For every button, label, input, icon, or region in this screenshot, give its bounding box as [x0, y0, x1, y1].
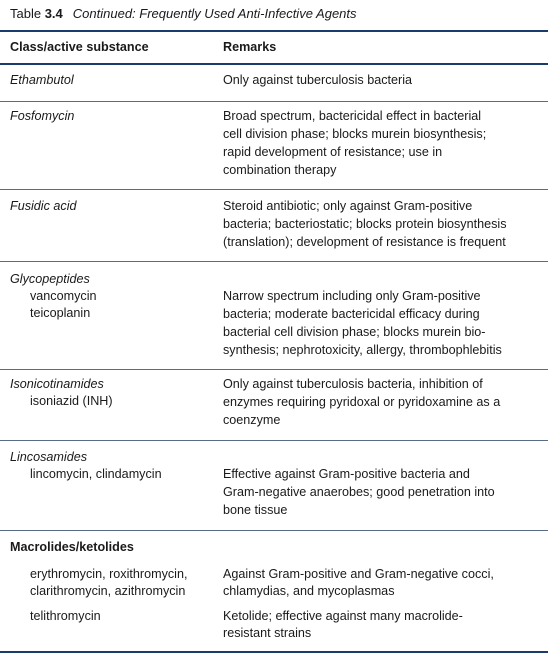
row-member: clarithromycin, azithromycin — [30, 584, 186, 598]
row-remark-line: Effective against Gram-positive bacteria and — [223, 467, 470, 481]
row-remark-line: resistant strains — [223, 626, 312, 640]
row-member: lincomycin, clindamycin — [30, 467, 162, 481]
row-remark-line: combination therapy — [223, 163, 337, 177]
row-class: Fosfomycin — [10, 109, 75, 123]
row-remark-line: Broad spectrum, bactericidal effect in bacterial — [223, 109, 482, 123]
row-divider — [0, 530, 548, 531]
row-remark-line: coenzyme — [223, 413, 281, 427]
row-class: Glycopeptides — [10, 272, 90, 286]
row-remark-line: bacterial cell division phase; blocks murein bio- — [223, 325, 486, 339]
row-member: telithromycin — [30, 609, 101, 623]
header-rule — [0, 63, 548, 65]
row-divider — [0, 261, 548, 262]
row-remark-line: Against Gram-positive and Gram-negative cocci, — [223, 567, 494, 581]
row-remark-line: Narrow spectrum including only Gram-positive — [223, 289, 481, 303]
row-remark-line: enzymes requiring pyridoxal or pyridoxamine as a — [223, 395, 501, 409]
row-remark-line: Gram-negative anaerobes; good penetration into — [223, 485, 495, 499]
row-remark-line: bone tissue — [223, 503, 288, 517]
row-member: vancomycin — [30, 289, 97, 303]
header-class: Class/active substance — [10, 40, 149, 54]
row-remark-line: (translation); development of resistance is frequent — [223, 235, 506, 249]
caption-label: Table — [10, 6, 42, 21]
row-remark-line: synthesis; nephrotoxicity, allergy, thrombophlebitis — [223, 343, 502, 357]
row-class: Isonicotinamides — [10, 377, 104, 391]
row-member: isoniazid (INH) — [30, 394, 113, 408]
row-class: Fusidic acid — [10, 199, 77, 213]
row-remark-line: Only against tuberculosis bacteria — [223, 73, 413, 87]
table-bottom-rule — [0, 651, 548, 653]
row-class: Macrolides/ketolides — [10, 540, 134, 554]
row-remark-line: Steroid antibiotic; only against Gram-positive — [223, 199, 473, 213]
caption-number: 3.4 — [44, 6, 63, 21]
row-remark-line: cell division phase; blocks murein biosynthesis; — [223, 127, 487, 141]
row-divider — [0, 440, 548, 441]
row-member: teicoplanin — [30, 306, 91, 320]
row-divider — [0, 189, 548, 190]
row-remark-line: rapid development of resistance; use in — [223, 145, 443, 159]
row-divider — [0, 101, 548, 102]
row-class: Lincosamides — [10, 450, 88, 464]
row-remark-line: bacteria; moderate bactericidal efficacy during — [223, 307, 480, 321]
row-remark-line: Only against tuberculosis bacteria, inhibition of — [223, 377, 483, 391]
table-caption — [10, 6, 357, 21]
row-class: Ethambutol — [10, 73, 74, 87]
caption-title: Continued: Frequently Used Anti-Infective Agents — [72, 6, 357, 21]
row-remark-line: bacteria; bacteriostatic; blocks protein biosynthesis — [223, 217, 507, 231]
row-remark-line: chlamydias, and mycoplasmas — [223, 584, 395, 598]
row-member: erythromycin, roxithromycin, — [30, 567, 188, 581]
header-remarks: Remarks — [223, 40, 277, 54]
row-divider — [0, 369, 548, 370]
table-top-rule — [0, 30, 548, 32]
row-remark-line: Ketolide; effective against many macrolide- — [223, 609, 463, 623]
